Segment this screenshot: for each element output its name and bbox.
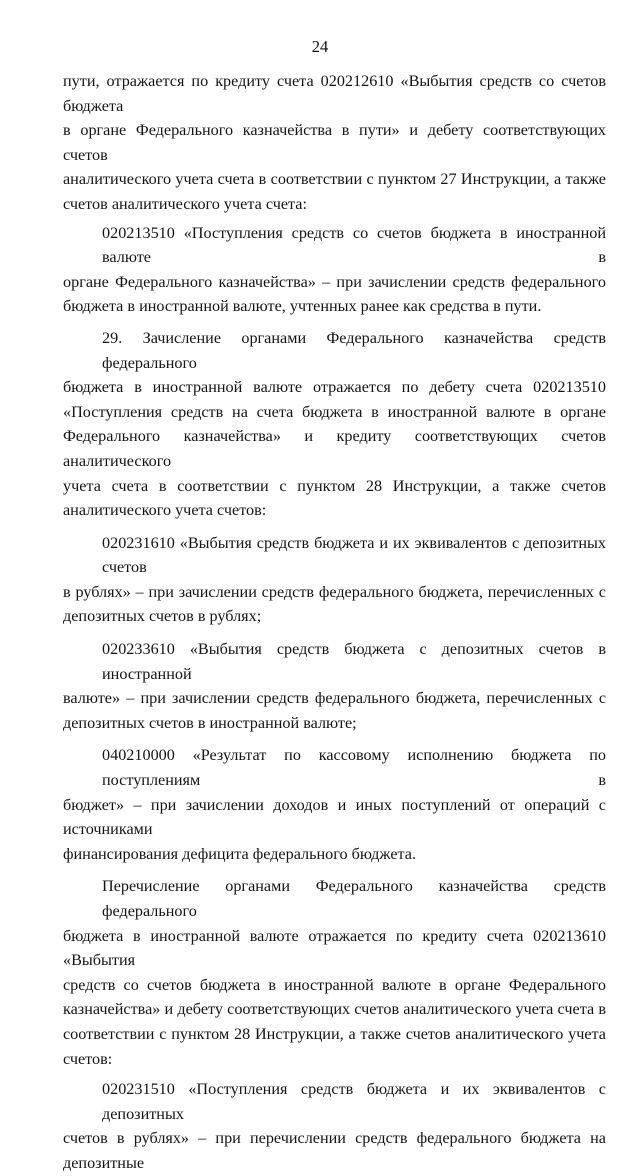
paragraph-account-020231510: [63, 1077, 606, 1175]
text-line: счетов аналитического учета счета:: [63, 194, 307, 213]
text-line: депозитных счетов в рублях;: [63, 607, 262, 626]
paragraph-account-020231610: [63, 531, 606, 629]
text-line: в органе Федерального казначейства в пути» и дебету соответствующих счетов: [63, 121, 606, 164]
text-line: 020213510 «Поступления средств со счетов бюджета в иностранной валюте в: [102, 223, 606, 267]
text-line: учета счета в соответствии с пунктом 28 Инструкции, а также счетов: [63, 476, 606, 495]
text-line: счетов в рублях» – при перечислении средств федерального бюджета на депозитные: [63, 1129, 606, 1172]
paragraph-account-020233610: [63, 637, 606, 735]
text-line: пути, отражается по кредиту счета 020212610 «Выбытия средств со счетов бюджета: [63, 72, 606, 115]
text-line: казначейства» и дебету соответствующих счетов аналитического учета счета в: [63, 1000, 606, 1019]
text-line: бюджета в иностранной валюте отражается по кредиту счета 020213610 «Выбытия: [63, 926, 606, 970]
paragraph-account-040210000: [63, 743, 606, 866]
text-line: соответствии с пунктом 28 Инструкции, а также счетов аналитического учета: [63, 1024, 606, 1043]
paragraph-account-020213510: [63, 221, 606, 319]
text-line: 020233610 «Выбытия средств бюджета с депозитных счетов в иностранной: [102, 640, 606, 683]
text-line: 020231510 «Поступления средств бюджета и их эквивалентов с депозитных: [102, 1080, 606, 1123]
text-line: аналитического учета счета в соответствии с пунктом 27 Инструкции, а также: [63, 170, 606, 189]
text-line: финансирования дефицита федерального бюджета.: [63, 844, 417, 863]
page-number: 24: [311, 37, 329, 56]
paragraph-item-29: [63, 326, 606, 523]
text-line: Федерального казначейства» и кредиту соответствующих счетов аналитического: [63, 427, 606, 470]
text-line: бюджета в иностранной валюте, учтенных ранее как средства в пути.: [63, 297, 542, 316]
document-body: [63, 69, 606, 1176]
text-line: средств со счетов бюджета в иностранной валюте в органе Федерального: [63, 975, 606, 994]
text-line: валюте» – при зачислении средств федерального бюджета, перечисленных с: [63, 689, 606, 708]
text-line: «Поступления средств на счета бюджета в иностранной валюте в органе: [63, 402, 606, 421]
text-line: 020231610 «Выбытия средств бюджета и их эквивалентов с депозитных счетов: [102, 533, 606, 577]
text-line: депозитных счетов в иностранной валюте;: [63, 713, 357, 732]
text-line: счетов:: [63, 1049, 113, 1068]
paragraph-transfer: [63, 874, 606, 1071]
paragraph-continuation: [63, 69, 606, 217]
text-line: аналитического учета счетов:: [63, 501, 267, 520]
text-line: бюджет» – при зачислении доходов и иных поступлений от операций с источниками: [63, 795, 606, 839]
text-line: бюджета в иностранной валюте отражается по дебету счета 020213510: [63, 378, 606, 397]
text-line: 29. Зачисление органами Федерального казначейства средств федерального: [102, 328, 606, 372]
text-line: органе Федерального казначейства» – при зачислении средств федерального: [63, 272, 606, 291]
text-line: 040210000 «Результат по кассовому исполнению бюджета по поступлениям в: [102, 746, 606, 790]
text-line: в рублях» – при зачислении средств федерального бюджета, перечисленных с: [63, 582, 606, 601]
text-line: Перечисление органами Федерального казначейства средств федерального: [102, 877, 606, 920]
